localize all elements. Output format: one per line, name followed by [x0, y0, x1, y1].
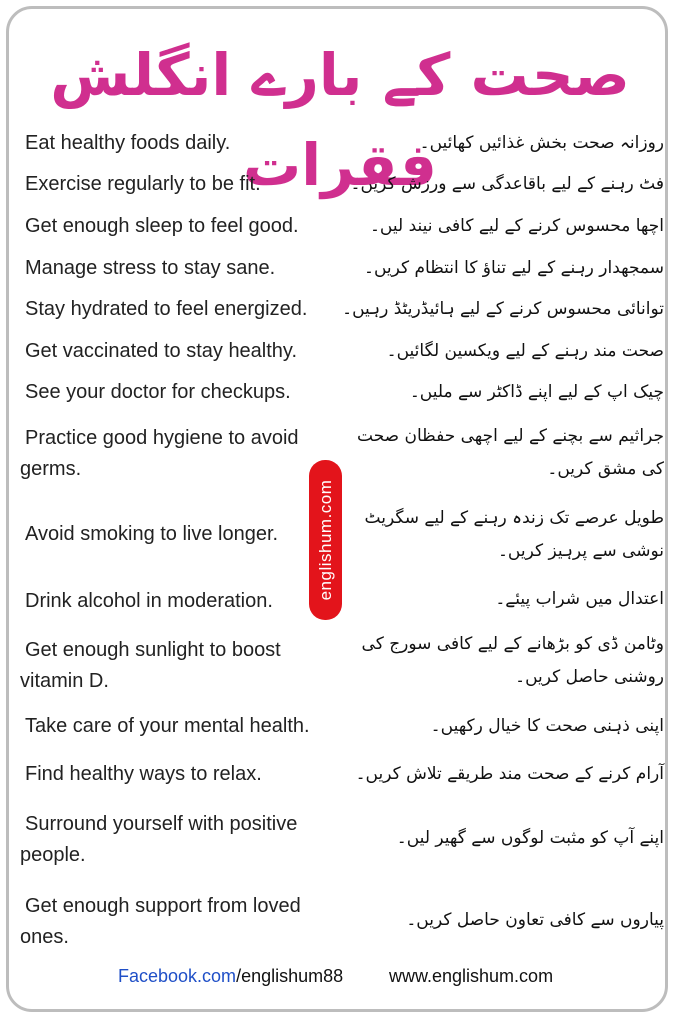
- watermark-text: englishum.com: [315, 479, 335, 601]
- urdu-phrase: پیاروں سے کافی تعاون حاصل کریں۔: [406, 910, 664, 930]
- urdu-phrase: آرام کرنے کے صحت مند طریقے تلاش کریں۔: [355, 764, 664, 784]
- urdu-phrase: سمجھدار رہنے کے لیے تناؤ کا انتظام کریں۔: [363, 258, 664, 278]
- english-phrase: See your doctor for checkups.: [25, 381, 291, 403]
- english-phrase: Manage stress to stay sane.: [25, 257, 276, 279]
- english-phrase: Eat healthy foods daily.: [25, 132, 231, 154]
- english-phrase: Get enough sleep to feel good.: [25, 215, 299, 237]
- english-phrase: Surround yourself with positive people.: [20, 813, 298, 866]
- urdu-phrase: اپنے آپ کو مثبت لوگوں سے گھیر لیں۔: [396, 828, 664, 848]
- english-phrase: Get enough sunlight to boost vitamin D.: [20, 639, 281, 692]
- english-phrase: Get enough support from loved ones.: [20, 895, 301, 948]
- urdu-phrase: جراثیم سے بچنے کے لیے اچھی حفظان صحت کی مشق کریں۔: [357, 426, 664, 479]
- urdu-phrase: فٹ رہنے کے لیے باقاعدگی سے ورزش کریں۔: [350, 174, 664, 194]
- watermark-badge: [309, 460, 342, 620]
- facebook-link[interactable]: [118, 966, 343, 987]
- website-link[interactable]: www.englishum.com: [389, 966, 554, 986]
- urdu-phrase: صحت مند رہنے کے لیے ویکسین لگائیں۔: [386, 341, 664, 361]
- urdu-phrase: طویل عرصے تک زندہ رہنے کے لیے سگریٹ نوشی سے پرہیز کریں۔: [364, 508, 664, 561]
- facebook-path: /englishum88: [236, 966, 344, 986]
- english-phrase: Get vaccinated to stay healthy.: [25, 340, 298, 362]
- page-title: صحت کے بارے انگلش فقرات: [50, 41, 630, 199]
- urdu-phrase: اچھا محسوس کرنے کے لیے کافی نیند لیں۔: [369, 216, 664, 236]
- english-phrase: Take care of your mental health.: [25, 715, 310, 737]
- urdu-phrase: توانائی محسوس کرنے کے لیے ہائیڈریٹڈ رہیں۔: [342, 299, 664, 319]
- urdu-phrase: روزانہ صحت بخش غذائیں کھائیں۔: [419, 133, 664, 153]
- english-phrase: Stay hydrated to feel energized.: [25, 298, 308, 320]
- english-phrase: Drink alcohol in moderation.: [25, 590, 273, 612]
- urdu-phrase: اعتدال میں شراب پیئے۔: [495, 589, 664, 609]
- urdu-phrase: چیک اپ کے لیے اپنے ڈاکٹر سے ملیں۔: [409, 382, 664, 402]
- facebook-brand: Facebook.com: [118, 966, 237, 986]
- english-phrase: Find healthy ways to relax.: [25, 763, 262, 785]
- urdu-phrase: اپنی ذہنی صحت کا خیال رکھیں۔: [430, 716, 664, 736]
- english-phrase: Practice good hygiene to avoid germs.: [20, 427, 299, 480]
- footer: [0, 966, 680, 996]
- urdu-phrase: وٹامن ڈی کو بڑھانے کے لیے کافی سورج کی روشنی حاصل کریں۔: [361, 634, 664, 687]
- english-phrase: Exercise regularly to be fit.: [25, 173, 261, 195]
- english-phrase: Avoid smoking to live longer.: [25, 523, 279, 545]
